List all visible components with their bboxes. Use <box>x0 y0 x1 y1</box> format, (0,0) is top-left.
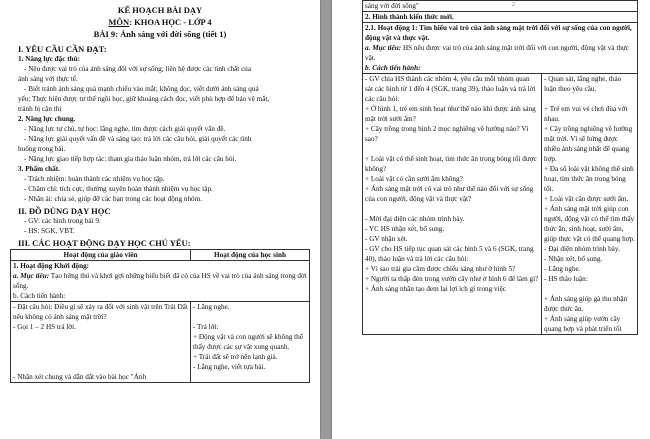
s1-3-line: - Chăm chỉ: tích cực, thường xuyên hoàn thành nhiệm vụ học tập. <box>24 185 213 193</box>
hs-line <box>544 284 635 294</box>
activity-table <box>10 249 310 383</box>
goal-line <box>13 271 307 291</box>
col-header-teacher: Hoạt động của giáo viên <box>11 250 191 261</box>
section-3-heading: III. CÁC HOẠT ĐỘNG DẠY HỌC CHỦ YẾU: <box>18 238 191 248</box>
hs-line: - Đại diện nhóm trình bày. <box>544 245 620 253</box>
gv-line: - Đặt câu hỏi: Điều gì sẽ xảy ra đối với sinh vật trên Trái Đất nếu không có ánh sáng mặt trời? <box>13 303 188 321</box>
s1-3-line: - Nhân ái: chia sẻ, giúp đỡ các bạn trong các hoạt động nhóm. <box>24 195 203 203</box>
s1-2-line: - Năng lực giao tiếp hợp tác: tham gia thảo luận nhóm, trả lời các câu hỏi. <box>24 155 237 163</box>
hs-line: + Ánh sáng giúp gà thu nhận được thức ăn. <box>544 295 628 313</box>
hs-line: + Ánh sáng giúp vườn cây quang hợp và phát triển tốt <box>544 315 622 333</box>
hs-line: - HS thảo luận: <box>544 275 588 283</box>
col-header-student: Hoạt động của học sinh <box>191 250 310 261</box>
teacher-activity-cell <box>11 302 191 383</box>
gv-line: - Nhận xét chung và dẫn dắt vào bài học "Ánh <box>13 373 147 381</box>
hs-line: + Trái đất sẽ trở nên lạnh giá. <box>193 353 278 361</box>
s1-2-line: huống trong bài. <box>18 145 66 153</box>
gv-line <box>13 332 188 342</box>
hs-line: + Động vật và con người sẽ không thể thấy được các sự vật xung quanh. <box>193 333 303 351</box>
continued-row: sáng với đời sống" <box>363 1 638 12</box>
subject-line <box>10 16 310 28</box>
s2-line: - HS: SGK, VBT. <box>24 227 75 235</box>
gv-line: + Ánh sáng nhân tạo đem lại lợi ích gì trong việc <box>365 285 506 293</box>
lesson-title: BÀI 9: Ánh sáng với đời sống (tiết 1) <box>93 29 227 39</box>
gv-line: + Người ta thấp đèn trong vườn cây như ở hình 6 để làm gì? <box>365 275 539 283</box>
gv-line: + Ở hình 1, trẻ em sinh hoạt như thế nào khi được ánh sáng mặt trời sưởi ấm? <box>365 105 536 123</box>
goal-line <box>365 43 635 63</box>
section-2-heading: II. ĐỒ DÙNG DẠY HỌC <box>18 206 111 216</box>
method-label: b. Cách tiến hành: <box>365 64 421 72</box>
teacher-activity-cell <box>363 74 542 335</box>
page-1-content <box>10 4 310 383</box>
hs-line: - Lắng nghe, viết tựa bài. <box>193 363 266 371</box>
gv-line: + Ánh sáng mặt trời có vai trò như thế nào đối với sự sống của con người, động vật và thực vật? <box>365 185 534 203</box>
section-2-row: 2. Hình thành kiến thức mới. <box>363 12 638 23</box>
hs-line: - Lắng nghe. <box>193 303 230 311</box>
gv-line: - YC HS nhận xét, bổ sung. <box>365 225 445 233</box>
s1-2-line: - Năng lực tự chủ, tự học: lắng nghe, tìm được cách giải quyết vấn đề. <box>24 125 226 133</box>
activity-2-1-title: 2.1. Hoạt động 1: Tìm hiểu vai trò của ánh sáng mặt trời đối với sự sống của con người, động vật và thực vật. <box>365 24 632 42</box>
goal-text: Tạo hứng thú và khơi gợi những hiểu biết đã có của HS về vai trò của ánh sáng trong đời sống. <box>13 272 307 290</box>
activity-table-continued <box>362 0 638 335</box>
gv-line: - Mời đại diện các nhóm trình bày. <box>365 215 465 223</box>
hs-line <box>544 94 635 104</box>
subject-label: MÔN <box>108 17 130 27</box>
goal-text: HS nêu được vai trò của ánh sáng mặt trời đối với con người, động vật và thực vật. <box>365 44 630 62</box>
subject-value: : KHOA HỌC - LỚP 4 <box>129 17 212 27</box>
hs-line: + Cây trồng nghiêng về hướng mặt trời. Vì sẽ hứng được nhiều ánh sáng nhất để quang hợp. <box>544 125 633 163</box>
document-page-2 <box>332 0 650 439</box>
s1-1-line: - Nêu được vai trò của ánh sáng đối với sự sống; liên hệ được các tình chất của <box>24 65 252 73</box>
hs-line <box>193 312 307 322</box>
activity-2-1-intro-cell <box>363 23 638 74</box>
gv-line <box>13 352 188 362</box>
document-title: KẾ HOẠCH BÀI DẠY <box>117 5 203 15</box>
gv-line <box>365 204 539 214</box>
gv-line: - Gọi 1 – 2 HS trả lời. <box>13 323 76 331</box>
goal-label: a. Mục tiêu: <box>365 44 402 52</box>
s1-1-line: tránh bị cận thị <box>18 105 62 113</box>
gv-line: + Vì sao trái gia cầm được chiếu sáng như ở hình 5? <box>365 265 516 273</box>
hs-line: - Quan sát, lắng nghe, thảo luận theo yêu cầu. <box>544 75 622 93</box>
gv-line: + Loài vật có thể sinh hoạt, tìm thức ăn trong bóng tối được không? <box>365 155 537 173</box>
hs-line: - Nhận xét, bổ sung. <box>544 255 603 263</box>
s1-2-line: - Năng lực giải quyết vấn đề và sáng tạo: trả lời các câu hỏi, giải quyết các tình <box>24 135 252 143</box>
gv-line <box>13 342 188 352</box>
gv-line <box>13 362 188 372</box>
goal-label: a. Mục tiêu: <box>13 272 50 280</box>
gv-line: - GV cho HS tiếp tục quan sát các hình 5 và 6 (SGK, trang 40), thảo luận và trả lời các câu hỏi: <box>365 245 534 263</box>
activity-intro-cell <box>11 261 310 302</box>
method-label: b. Cách tiến hành: <box>13 292 66 300</box>
student-activity-cell <box>542 74 638 335</box>
section-1-1-heading: 1. Năng lực đặc thù: <box>18 55 81 63</box>
gv-line <box>365 144 539 154</box>
s1-1-line: yếu; Thực hiện được tư thế ngồi học, giữ khoảng cách đọc, viết phù hợp để bảo vệ mắt, <box>18 95 270 103</box>
s2-line: - GV: các hình trong bài 9. <box>24 217 101 225</box>
document-page-1 <box>0 0 320 439</box>
hs-line: - Trả lời: <box>193 323 219 331</box>
s1-3-line: - Trách nhiệm: hoàn thành các nhiệm vụ học tập. <box>24 175 165 183</box>
gv-line: + Loài vật có cần sưởi ấm không? <box>365 175 463 183</box>
activity-1-title: 1. Hoạt động Khởi động: <box>13 262 90 270</box>
hs-line: + Trẻ em vui vẻ chơi đùa với nhau. <box>544 105 628 123</box>
section-1-2-heading: 2. Năng lực chung. <box>18 115 76 123</box>
s1-1-line: ánh sáng với thực tế. <box>18 75 78 83</box>
section-1-3-heading: 3. Phẩm chất. <box>18 165 60 173</box>
gv-line: - GV chia HS thành các nhóm 4, yêu cầu mỗi nhóm quan sát các hình từ 1 đến 4 (SGK, trang 39), thảo luận và trả lời các câu hỏi: <box>365 75 536 103</box>
hs-line: - Lắng nghe. <box>544 265 581 273</box>
hs-line: + Đa số loài vật không thể sinh hoạt, tìm thức ăn trong bóng tối. <box>544 165 634 193</box>
hs-line: + Loài vật cần được sưởi ấm. <box>544 195 629 203</box>
student-activity-cell <box>191 302 310 383</box>
section-1-heading: I. YÊU CẦU CẦN ĐẠT: <box>18 44 107 54</box>
s1-1-line: - Biết tránh ánh sáng quá mạnh chiếu vào mắt; không đọc, viết dưới ánh sáng quá <box>24 85 259 93</box>
gv-line: + Cây trồng trong hình 2 mọc nghiêng về hướng nào? Vì sao? <box>365 125 529 143</box>
gv-line: - GV nhận xét. <box>365 235 408 243</box>
hs-line: + Ánh sáng mặt trời giúp con người, động vật có thể tìm thấy thức ăn, sinh hoạt, sưởi ấm, giúp thực vật có thể quang hợp. <box>544 205 635 243</box>
page-number: 2 <box>512 2 515 8</box>
